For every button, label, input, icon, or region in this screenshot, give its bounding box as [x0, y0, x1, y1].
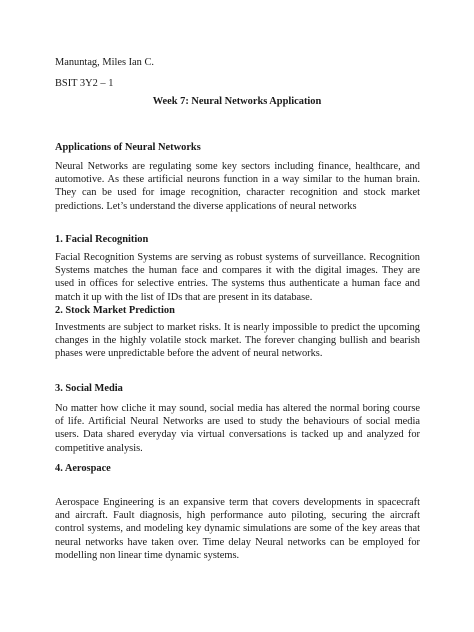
- section-heading-facial-recognition: 1. Facial Recognition: [55, 234, 149, 245]
- section-heading-stock-market: 2. Stock Market Prediction: [55, 305, 175, 316]
- intro-heading: Applications of Neural Networks: [55, 142, 201, 153]
- section-body-aerospace: Aerospace Engineering is an expansive term that covers developments in spacecraft and aircraft. Fault diagnosis, high performance auto piloting, securing the aircraft control systems, and modeling key dynamic simulations are some of the key areas that neural networks have taken over. Time delay Neural networks can be employed for modelling non linear time dynamic systems.: [55, 497, 420, 561]
- section-heading-social-media: 3. Social Media: [55, 383, 123, 394]
- section-label: BSIT 3Y2 – 1: [55, 78, 114, 89]
- section-body-stock-market: Investments are subject to market risks. It is nearly impossible to predict the upcoming changes in the highly volatile stock market. The forever changing bullish and bearish phases were unpredictable before the advent of neural networks.: [55, 322, 420, 360]
- section-body-facial-recognition: Facial Recognition Systems are serving as robust systems of surveillance. Recognition Systems matches the human face and compares it with the digital images. They are used in offices for selective entries. The systems thus authenticate a human face and match it up with the list of IDs that are present in its database.: [55, 252, 420, 303]
- document-title: Week 7: Neural Networks Application: [152, 96, 322, 107]
- section-heading-aerospace: 4. Aerospace: [55, 463, 111, 474]
- section-body-social-media: No matter how cliche it may sound, social media has altered the normal boring course of life. Artificial Neural Networks are used to study the behaviours of social media users. Data shared everyday via virtual conversations is tacked up and analyzed for competitive analysis.: [55, 403, 420, 454]
- author-name: Manuntag, Miles Ian C.: [55, 57, 154, 68]
- intro-paragraph: Neural Networks are regulating some key sectors including finance, healthcare, and automotive. As these artificial neurons function in a way similar to the human brain. They can be used for image recognition, character recognition and stock market predictions. Let’s understand the diverse applications of neural networks: [55, 161, 420, 212]
